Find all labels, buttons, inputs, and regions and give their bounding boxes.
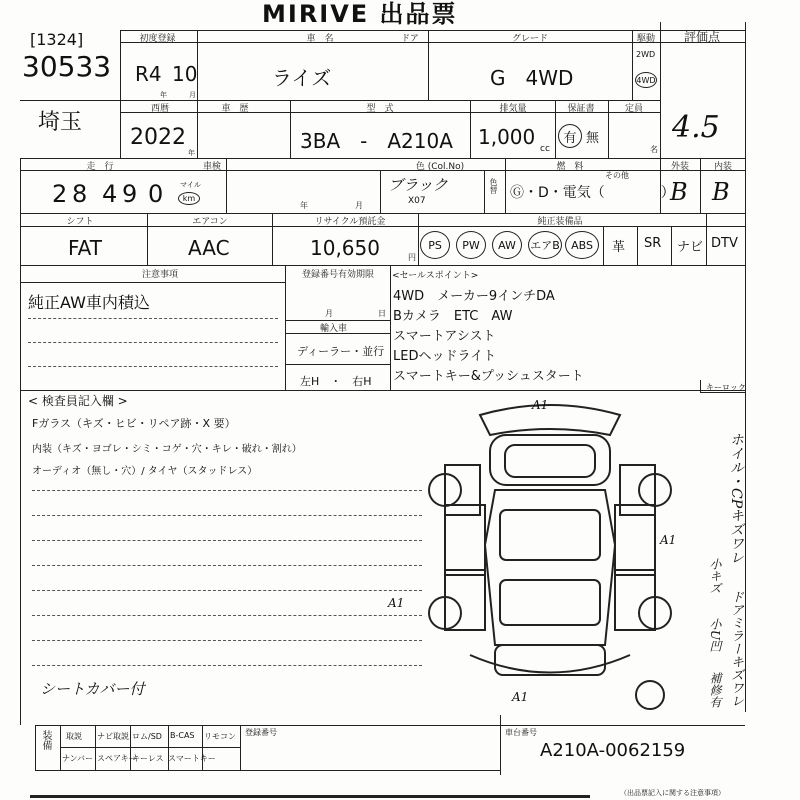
footer-note: （出品票記入に関する注意事項） bbox=[620, 789, 725, 797]
sheet-title: MIRIVE 出品票 bbox=[262, 0, 458, 28]
mileage-unit-mile: マイル bbox=[180, 181, 201, 189]
reg-month: 月 bbox=[325, 309, 333, 318]
sales-point-4: LEDヘッドライト bbox=[393, 349, 497, 364]
year-unit: 年 bbox=[160, 91, 167, 99]
chassis-number: A210A-0062159 bbox=[540, 740, 686, 761]
month-unit: 月 bbox=[189, 91, 196, 99]
inspector-line-2: 内装（キズ・ヨゴレ・シミ・コゲ・穴・キレ・破れ・割れ） bbox=[32, 444, 302, 455]
displacement-header: 排気量 bbox=[499, 104, 527, 114]
reg-day: 日 bbox=[378, 309, 386, 318]
score-value: 4.5 bbox=[672, 110, 720, 145]
equip-abs: ABS bbox=[565, 231, 599, 259]
inspector-header: < 検査員記入欄 > bbox=[28, 394, 128, 408]
first-reg-era: R4 bbox=[135, 62, 162, 86]
grade-header: グレード bbox=[511, 34, 548, 44]
color-change-label: 色替 bbox=[489, 178, 498, 194]
equip-aw: AW bbox=[492, 231, 522, 259]
bottom-smart-key: スマートキー bbox=[168, 754, 216, 763]
bottom-equip-label: 装備 bbox=[40, 730, 51, 750]
warranty-yes-circled: 有 bbox=[558, 124, 582, 148]
car-name: ライズ bbox=[272, 66, 332, 90]
bottom-number: ナンバー bbox=[62, 754, 94, 763]
mileage-digit-2: 8 bbox=[72, 180, 88, 208]
dealer-parallel: ディーラー・並行 bbox=[297, 345, 385, 358]
inspection-exp-year: 年 bbox=[300, 201, 308, 210]
warranty-no: 無 bbox=[586, 131, 600, 146]
sales-point-2: Bカメラ ETC AW bbox=[393, 309, 513, 324]
damage-mark-rear: A1 bbox=[512, 690, 529, 704]
sales-point-3: スマートアシスト bbox=[393, 329, 496, 344]
bottom-bcas: B-CAS bbox=[170, 731, 195, 740]
equip-leather: 革 bbox=[612, 240, 626, 255]
equip-dtv: DTV bbox=[711, 236, 738, 251]
interior-grade: B bbox=[712, 178, 730, 206]
inspection-header: 車 歴 bbox=[221, 104, 249, 114]
keylock-label: キーロック bbox=[706, 383, 746, 392]
car-diagram bbox=[400, 395, 700, 710]
warranty-header: 保証書 bbox=[567, 104, 595, 114]
side-note-repair: 補修有 bbox=[708, 672, 722, 708]
grade: G 4WD bbox=[490, 66, 574, 90]
drive-2wd: 2WD bbox=[636, 50, 656, 59]
lot-code: [1324] bbox=[30, 30, 84, 49]
inspection-exp-header: 車検 bbox=[202, 162, 221, 172]
sales-point-1: 4WD メーカー9インチDA bbox=[393, 289, 555, 304]
mileage-digit-4: 9 bbox=[122, 180, 138, 208]
year-western: 2022 bbox=[130, 125, 186, 150]
drive-4wd-circled: 4WD bbox=[635, 72, 657, 88]
damage-mark-front: A1 bbox=[532, 398, 549, 412]
lot-number: 30533 bbox=[22, 50, 112, 83]
color-value: ブラック bbox=[388, 176, 448, 194]
reg-number-label: 登録番号 bbox=[245, 728, 277, 737]
equip-ps: PS bbox=[420, 231, 450, 259]
import-label: 輸入車 bbox=[320, 324, 348, 334]
model-header: 型 式 bbox=[366, 104, 394, 114]
car-name-header: 車 名 bbox=[306, 34, 334, 44]
damage-mark-left: A1 bbox=[388, 596, 405, 610]
reg-expiry-header: 登録番号有効期限 bbox=[301, 270, 374, 280]
mileage-header: 走 行 bbox=[86, 162, 114, 172]
color-number: X07 bbox=[408, 196, 426, 206]
inspector-line-3: オーディオ（無し・穴）/ タイヤ（スタッドレス） bbox=[32, 466, 258, 477]
fuel-header: 燃 料 bbox=[556, 162, 584, 172]
capacity-header: 定員 bbox=[624, 104, 643, 114]
prefecture: 埼玉 bbox=[38, 110, 83, 135]
year-western-unit: 年 bbox=[188, 149, 195, 157]
bottom-keyless: キーレス bbox=[132, 754, 164, 763]
damage-mark-right: A1 bbox=[660, 533, 677, 547]
displacement-unit: cc bbox=[540, 144, 550, 154]
equip-navi: ナビ bbox=[677, 240, 704, 255]
capacity-unit: 名 bbox=[650, 145, 658, 154]
aircon-header: エアコン bbox=[192, 217, 228, 227]
mileage-digit-5: 0 bbox=[148, 180, 164, 208]
chassis-label: 車台番号 bbox=[505, 728, 537, 737]
exterior-grade: B bbox=[670, 178, 688, 206]
bottom-remote: リモコン bbox=[204, 732, 236, 741]
color-header: 色 (Col.No) bbox=[415, 162, 465, 172]
mileage-unit-km-circled: km bbox=[178, 192, 200, 205]
first-reg-header: 初度登録 bbox=[139, 34, 176, 44]
inspector-handwritten: シートカバー付 bbox=[40, 680, 145, 698]
bottom-navi-manual: ナビ取説 bbox=[97, 732, 129, 741]
side-note-mirror: ドアミラーキズワレ bbox=[728, 590, 743, 707]
bottom-spare-key: スペアキー bbox=[97, 754, 137, 763]
sales-point-5: スマートキー&プッシュスタート bbox=[393, 369, 584, 384]
fuel-value: Ⓖ・D・電気（ ） bbox=[510, 185, 675, 201]
score-header: 評価点 bbox=[683, 30, 720, 44]
drive-header: 駆動 bbox=[636, 34, 655, 44]
inspector-line-1: Fガラス（キズ・ヒビ・リペア跡・X 要） bbox=[32, 417, 236, 430]
handle-side: 左H ・ 右H bbox=[300, 375, 372, 388]
inspection-exp-month: 月 bbox=[355, 201, 363, 210]
fuel-other-label: その他 bbox=[605, 171, 629, 180]
mileage-digit-3: 4 bbox=[102, 180, 118, 208]
recycle-unit: 円 bbox=[408, 253, 416, 262]
displacement: 1,000 bbox=[478, 125, 536, 149]
notes-header: 注意事項 bbox=[141, 270, 178, 280]
side-note-small-scratch: 小キズ bbox=[708, 558, 722, 594]
shift-value: FAT bbox=[68, 236, 103, 260]
side-note-small-dent: 小U凹 bbox=[708, 618, 722, 653]
doors-header: ドア bbox=[401, 34, 419, 44]
notes-text: 純正AW車内積込 bbox=[28, 293, 150, 312]
sales-points-header: <セールスポイント> bbox=[392, 271, 479, 281]
model: 3BA - A210A bbox=[300, 129, 453, 153]
recycle-value: 10,650 bbox=[310, 236, 380, 260]
bottom-manual: 取説 bbox=[66, 732, 82, 741]
shift-header: シフト bbox=[66, 217, 94, 227]
mileage-digit-1: 2 bbox=[52, 180, 68, 208]
interior-header: 内装 bbox=[713, 162, 732, 172]
equip-sr: SR bbox=[644, 236, 662, 251]
year-western-header: 西暦 bbox=[150, 104, 169, 114]
aircon-value: AAC bbox=[188, 236, 230, 260]
equip-pw: PW bbox=[456, 231, 486, 259]
first-reg-month: 10 bbox=[172, 62, 198, 86]
bottom-rom-sd: ロム/SD bbox=[132, 732, 162, 741]
side-note-wheel: ホイル・CPキズワレ bbox=[728, 432, 744, 565]
equip-airbag: エアB bbox=[528, 231, 562, 259]
equipment-header: 純正装備品 bbox=[537, 217, 583, 227]
recycle-header: リサイクル預託金 bbox=[314, 217, 386, 227]
exterior-header: 外装 bbox=[670, 162, 689, 172]
